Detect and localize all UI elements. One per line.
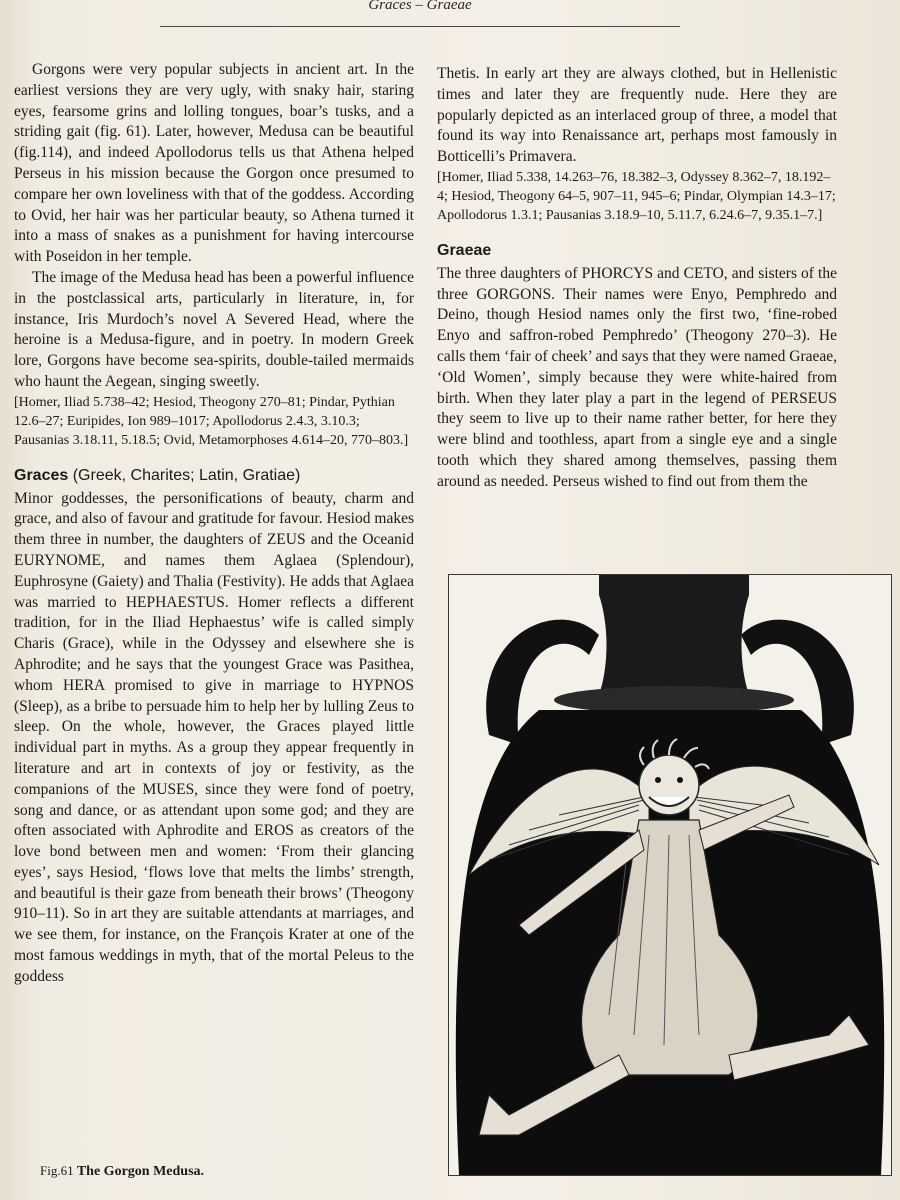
figure-caption-label: Fig.61 (40, 1163, 74, 1178)
running-title: Graces – Graeae (368, 0, 472, 13)
graeae-entry-heading: Graeae (437, 241, 492, 259)
graces-heading-subtitle: (Greek, Charites; Latin, Gratiae) (72, 466, 301, 484)
vase-illustration (449, 575, 891, 1175)
gorgons-paragraph-2: The image of the Medusa head has been a powerful influence in the postclassical arts, particularly in literature, in, for instance, Iris Murdoch’s novel A Severed Head, where the heroine is a Medusa-figure, and in poetry. In modern Greek lore, Gorgons have become sea-spirits, double-tailed mermaids who haunt the Aegean, singing sweetly. (14, 268, 414, 390)
gorgons-references: [Homer, Iliad 5.738–42; Hesiod, Theogony 270–81; Pindar, Pythian 12.6–27; Euripides, Ion 989–1017; Apollodorus 2.4.3, 3.10.3; Pausanias 3.18.11, 5.18.5; Ovid, Metamorphoses 4.614–20, 770–803.] (14, 394, 409, 448)
running-header (160, 0, 680, 27)
gorgons-paragraph-1: Gorgons were very popular subjects in ancient art. In the earliest versions they are very ugly, with snaky hair, staring eyes, fearsome grins and lolling tongues, boar’s tusks, and a striding gait (fig. 61). Later, however, Medusa can be beautiful (fig.114), and indeed Apollodorus tells us that Athena helped Perseus in his mission because the Gorgon once presumed to compare her own loveliness with that of the goddess. According to Ovid, her hair was her particular beauty, so Athena turned it into a mass of snakes as a punishment for having intercourse with Poseidon in her temple. (14, 61, 414, 266)
graces-paragraph-2: Thetis. In early art they are always clothed, but in Hellenistic times and later they are frequently nude. Here they are popularly depicted as an interlaced group of three, a model that found its way into Renaissance art, perhaps most famously in Botticelli’s Primavera. (437, 65, 837, 166)
graces-references: [Homer, Iliad 5.338, 14.263–76, 18.382–3, Odyssey 8.362–7, 18.192–4; Hesiod, Theogony 64–5, 907–11, 945–6; Pindar, Olympian 14.3–17; Apollodorus 1.3.1; Pausanias 3.18.9–10, 5.11.7, 6.24.6–7, 9.35.1–7.] (437, 169, 836, 223)
figure-caption-title: The Gorgon Medusa. (76, 1164, 205, 1179)
graces-heading-word: Graces (14, 466, 69, 484)
right-column (437, 64, 837, 493)
figure-caption (40, 1163, 204, 1180)
gorgon-vase-figure (448, 574, 892, 1176)
left-column (14, 60, 414, 988)
graces-entry-heading (14, 466, 414, 487)
graces-paragraph-1: Minor goddesses, the personifications of beauty, charm and grace, and also of favour and gratitude for favour. Hesiod makes them three in number, the daughters of ZEUS and the Oceanid EURYNOME, and names them Aglaea (Splendour), Euphrosyne (Gaiety) and Thalia (Festivity). He adds that Aglaea was married to HEPHAESTUS. Homer reflects a different tradition, for in the Iliad Hephaestus’ wife is called simply Charis (Grace), while in the Odyssey and elsewhere she is Aphrodite; and he says that the youngest Grace was Pasithea, whom HERA promised to give in marriage to HYPNOS (Sleep), as a bribe to persuade him to help her by lulling Zeus to sleep. On the whole, however, the Graces played little individual part in myths. As a group they appear frequently in literature and art in contexts of joy or festivity, as the companions of the MUSES, since they were fond of poetry, song and dance, or as attendant upon some god; and they are often associated with Aphrodite and EROS as creators of the love bond between men and women: ‘From their glancing eyes’, says Hesiod, ‘flows love that melts the limbs’ strength, and beautiful is their gaze from beneath their brows’ (Theogony 910–11). So in art they are suitable attendants at marriages, and we see them, for instance, on the François Krater at one of the most famous weddings in myth, that of the mortal Peleus to the goddess (14, 489, 414, 985)
graeae-paragraph-1: The three daughters of PHORCYS and CETO, and sisters of the three GORGONS. Their names were Enyo, Pemphredo and Deino, though Hesiod names only the first two, ‘fine-robed Enyo and saffron-robed Pemphredo’ (Theogony 270–3). He calls them ‘fair of cheek’ and says that they were named Graeae, ‘Old Women’, simply because they were white-haired from birth. When they later play a part in the legend of PERSEUS they seem to live up to their name rather better, for here they were blind and toothless, apart from a single eye and a single tooth which they shared among themselves, passing them around as needed. Perseus wished to find out from them the (437, 264, 837, 490)
